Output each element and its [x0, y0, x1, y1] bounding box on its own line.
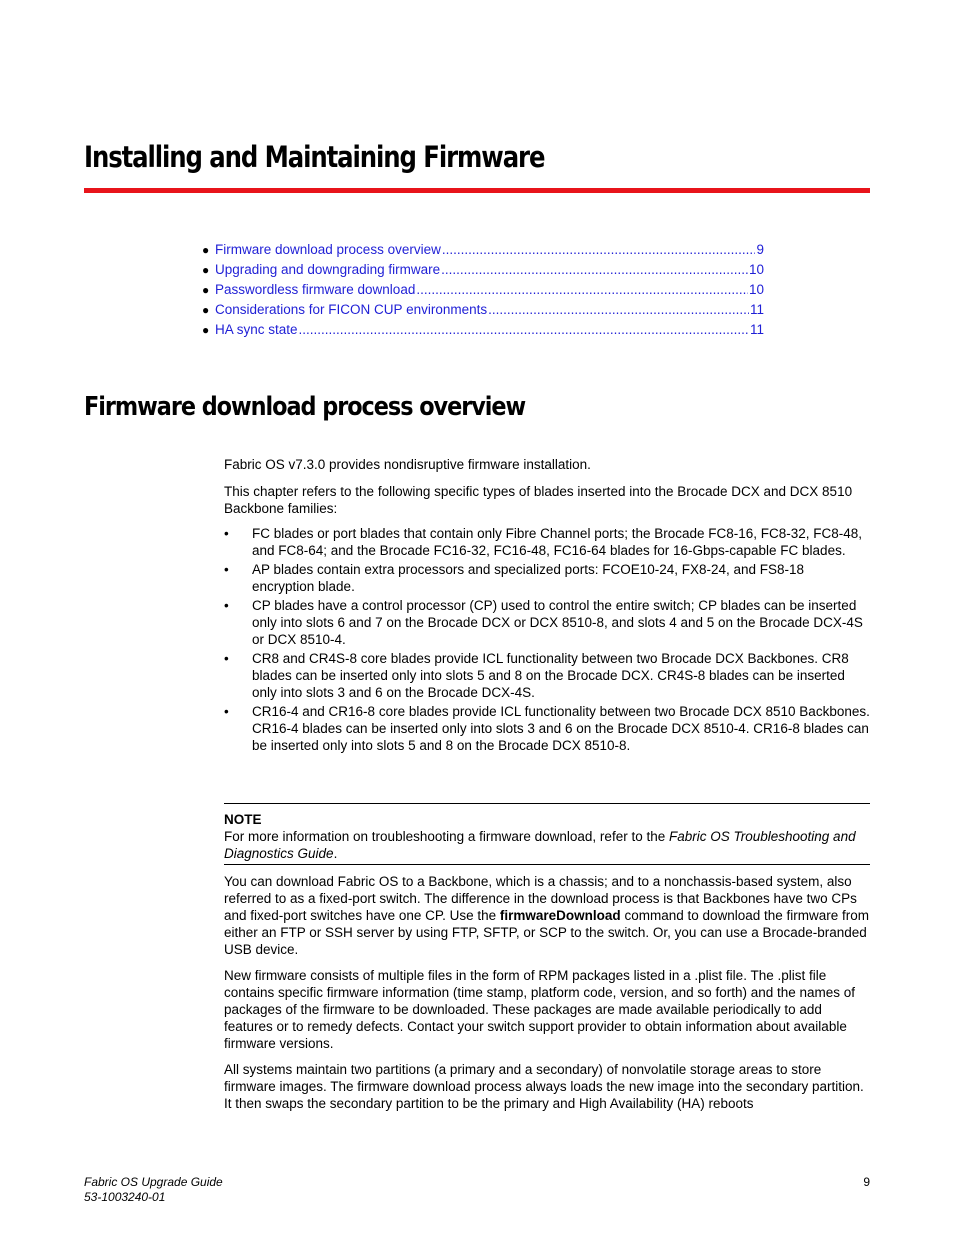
firmware-paragraph: New firmware consists of multiple files in the form of RPM packages listed in a .plist file. The .plist file contains specific firmware information (time stamp, platform code, version, and so forth) and the names of packages of the firmware to be downloaded. These packages are made available periodically to add features or to remedy defects. Contact your switch support provider to obtain information about available firmware versions. [224, 968, 856, 1051]
footer-guide-name: Fabric OS Upgrade Guide [84, 1175, 223, 1189]
note-text [224, 828, 870, 862]
toc-entry[interactable] [202, 300, 764, 320]
toc-link[interactable]: Upgrading and downgrading firmware [215, 262, 441, 277]
note-label: NOTE [224, 812, 262, 827]
intro-paragraph: Fabric OS v7.3.0 provides nondisruptive firmware installation. [224, 457, 591, 472]
chapter-title-rule [84, 188, 870, 193]
toc-link[interactable]: Passwordless firmware download [215, 282, 416, 297]
note-text-after: . [333, 846, 338, 861]
section-title: Firmware download process overview [84, 392, 526, 422]
toc-bullet: ● [202, 243, 210, 257]
list-item-text: CP blades have a control processor (CP) used to control the entire switch; CP blades can be inserted only into slots 6 and 7 on the Brocade DCX or DCX 8510-8, and slots 4 and 5 on the Brocade DCX-4S or DCX 8510-4. [252, 598, 863, 647]
section-body-top [224, 456, 870, 756]
list-item [224, 703, 870, 754]
toc-page-number[interactable]: 10 [748, 282, 764, 297]
bullet-mark: • [224, 651, 229, 666]
toc-leader [488, 300, 749, 320]
note-box [224, 803, 870, 865]
toc-bullet: ● [202, 303, 210, 317]
table-of-contents [202, 240, 764, 340]
blade-list [224, 525, 870, 754]
bullet-mark: • [224, 562, 229, 577]
list-item [224, 561, 870, 595]
toc-bullet: ● [202, 283, 210, 297]
list-item [224, 650, 870, 701]
toc-link[interactable]: Firmware download process overview [215, 242, 441, 257]
chapter-title: Installing and Maintaining Firmware [84, 140, 545, 174]
list-item-text: CR8 and CR4S-8 core blades provide ICL functionality between two Brocade DCX Backbones. CR8 blades can be inserted only into slots 5 and 8 on the Brocade DCX. CR4S-8 blades can be inserted only into slots 3 and 6 on the Brocade DCX-4S. [252, 651, 849, 700]
bullet-mark: • [224, 598, 229, 613]
toc-page-number[interactable]: 9 [756, 242, 764, 257]
list-item [224, 597, 870, 648]
toc-leader [299, 320, 749, 340]
toc-link[interactable]: Considerations for FICON CUP environments [215, 302, 488, 317]
bullet-mark: • [224, 526, 229, 541]
footer-left [84, 1175, 223, 1205]
toc-entry[interactable] [202, 280, 764, 300]
toc-leader [441, 260, 748, 280]
list-item-text: FC blades or port blades that contain only Fibre Channel ports; the Brocade FC8-16, FC8-32, FC8-48, and FC8-64; and the Brocade FC16-32, FC16-48, FC16-64 blades for 16-Gbps-capable FC blades. [252, 526, 863, 558]
note-guide-title: Fabric OS Troubleshooting and Diagnostics Guide [224, 829, 856, 861]
list-item-text: CR16-4 and CR16-8 core blades provide ICL functionality between two Brocade DCX 8510 Backbones. CR16-4 blades can be inserted only into slots 3 and 6 on the Brocade DCX 8510-4. CR16-8 blades can be inserted only into slots 5 and 8 on the Brocade DCX 8510-8. [252, 704, 870, 753]
toc-bullet: ● [202, 323, 210, 337]
list-item [224, 525, 870, 559]
toc-entry[interactable] [202, 260, 764, 280]
section-body-bottom [224, 873, 870, 1112]
note-text-before: For more information on troubleshooting a firmware download, refer to the [224, 829, 669, 844]
toc-link[interactable]: HA sync state [215, 322, 298, 337]
toc-leader [416, 280, 748, 300]
footer-page-number: 9 [863, 1175, 870, 1189]
command-name: firmwareDownload [499, 908, 621, 923]
download-paragraph [224, 873, 870, 958]
download-text-after: command to download the firmware from either an FTP or SSH server by using FTP, SFTP, or SCP to the switch. Or, you can use a Brocade-branded USB device. [224, 908, 870, 957]
partitions-paragraph: All systems maintain two partitions (a primary and a secondary) of nonvolatile storage areas to store firmware images. The firmware download process always loads the new image into the secondary partition. It then swaps the secondary partition to be the primary and High Availability (HA) reboots [224, 1062, 864, 1111]
toc-entry[interactable] [202, 240, 764, 260]
list-item-text: AP blades contain extra processors and specialized ports: FCOE10-24, FX8-24, and FS8-18 encryption blade. [252, 562, 805, 594]
bullet-mark: • [224, 704, 229, 719]
toc-leader [442, 240, 756, 260]
toc-page-number[interactable]: 10 [748, 262, 764, 277]
toc-page-number[interactable]: 11 [749, 302, 764, 317]
download-text-before: You can download Fabric OS to a Backbone, which is a chassis; and to a nonchassis-based system, also referred to as a fixed-port switch. The difference in the download process is that Backbones have two CPs and fixed-port switches have one CP. Use the [224, 874, 857, 923]
toc-entry[interactable] [202, 320, 764, 340]
toc-bullet: ● [202, 263, 210, 277]
toc-page-number[interactable]: 11 [749, 322, 764, 337]
footer-doc-number: 53-1003240-01 [84, 1190, 166, 1204]
blade-intro-paragraph: This chapter refers to the following specific types of blades inserted into the Brocade DCX and DCX 8510 Backbone families: [224, 484, 853, 516]
